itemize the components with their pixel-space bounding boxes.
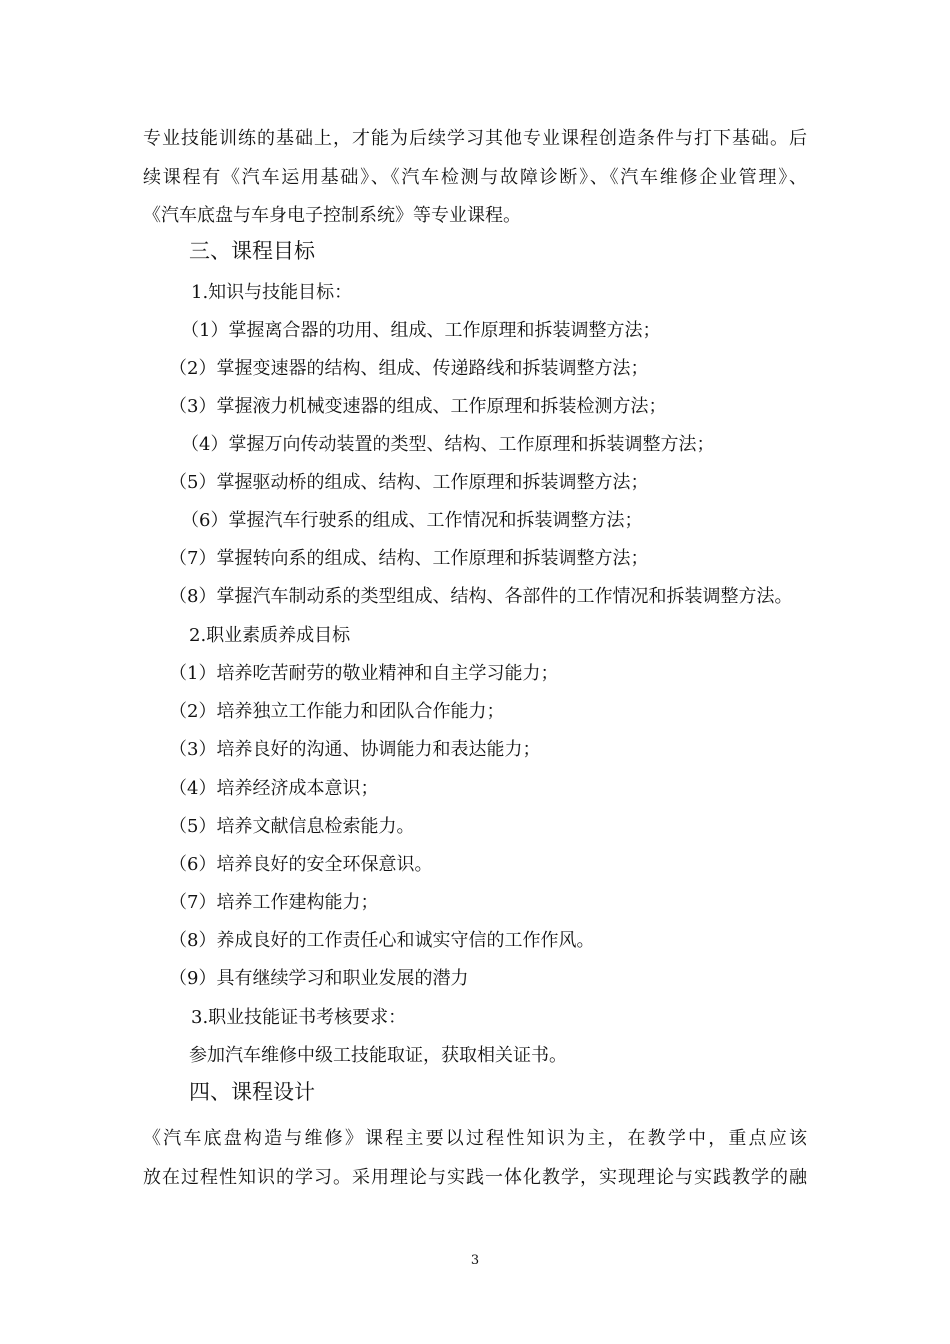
knowledge-item-1: （1）掌握离合器的功用、组成、工作原理和拆装调整方法； — [181, 320, 661, 341]
knowledge-item-7: （7）掌握转向系的组成、结构、工作原理和拆装调整方法； — [169, 548, 649, 569]
quality-goals-heading: 2.职业素质养成目标 — [189, 625, 351, 646]
quality-item-1: （1）培养吃苦耐劳的敬业精神和自主学习能力； — [169, 663, 559, 684]
knowledge-item-2: （2）掌握变速器的结构、组成、传递路线和拆装调整方法； — [169, 358, 649, 379]
page-number: 3 — [470, 1253, 480, 1268]
design-line-1: 《汽车底盘构造与维修》课程主要以过程性知识为主，在教学中，重点应该 — [143, 1128, 807, 1149]
knowledge-item-4: （4）掌握万向传动装置的类型、结构、工作原理和拆装调整方法； — [181, 434, 715, 455]
knowledge-item-3: （3）掌握液力机械变速器的组成、工作原理和拆装检测方法； — [169, 396, 667, 417]
section-4-title: 四、课程设计 — [189, 1080, 315, 1104]
intro-line-2: 续课程有《汽车运用基础》、《汽车检测与故障诊断》、《汽车维修企业管理》、 — [143, 167, 807, 188]
design-line-2: 放在过程性知识的学习。采用理论与实践一体化教学，实现理论与实践教学的融 — [143, 1167, 807, 1188]
knowledge-item-8: （8）掌握汽车制动系的类型组成、结构、各部件的工作情况和拆装调整方法。 — [169, 586, 793, 607]
quality-item-6: （6）培养良好的安全环保意识。 — [169, 854, 433, 875]
knowledge-item-5: （5）掌握驱动桥的组成、结构、工作原理和拆装调整方法； — [169, 472, 649, 493]
quality-item-9: （9）具有继续学习和职业发展的潜力 — [169, 968, 469, 989]
intro-line-1: 专业技能训练的基础上，才能为后续学习其他专业课程创造条件与打下基础。后 — [143, 128, 807, 149]
quality-item-7: （7）培养工作建构能力； — [169, 892, 379, 913]
certificate-text: 参加汽车维修中级工技能取证，获取相关证书。 — [189, 1045, 567, 1066]
quality-item-5: （5）培养文献信息检索能力。 — [169, 816, 415, 837]
section-3-title: 三、课程目标 — [189, 239, 315, 263]
knowledge-item-6: （6）掌握汽车行驶系的组成、工作情况和拆装调整方法； — [181, 510, 643, 531]
certificate-heading: 3.职业技能证书考核要求： — [191, 1007, 407, 1028]
intro-line-3: 《汽车底盘与车身电子控制系统》等专业课程。 — [143, 205, 521, 226]
quality-item-8: （8）养成良好的工作责任心和诚实守信的工作作风。 — [169, 930, 595, 951]
knowledge-goals-heading: 1.知识与技能目标： — [191, 282, 353, 303]
quality-item-3: （3）培养良好的沟通、协调能力和表达能力； — [169, 739, 541, 760]
quality-item-4: （4）培养经济成本意识； — [169, 778, 379, 799]
quality-item-2: （2）培养独立工作能力和团队合作能力； — [169, 701, 505, 722]
